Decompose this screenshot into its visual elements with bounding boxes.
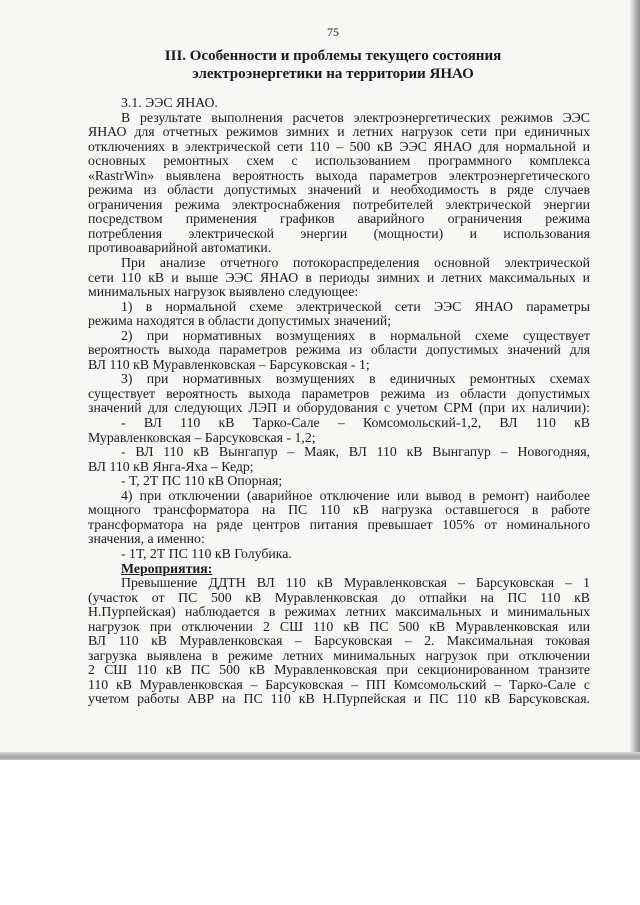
paragraph-line: - Т, 2Т ПС 110 кВ Опорная;: [121, 474, 283, 489]
paragraph-line: режима находятся в области допустимых значений;: [88, 314, 392, 329]
paragraph-line: Муравленковская – Барсуковская - 1,2;: [88, 430, 316, 445]
paragraph-line: - ВЛ 110 кВ Вынгапур – Маяк, ВЛ 110 кВ Вынгапур – Новогодняя,: [121, 445, 590, 460]
paragraph-line: 3) при нормативных возмущениях в единичных ремонтных схемах: [121, 372, 590, 387]
measures-heading: Мероприятия:: [121, 561, 213, 576]
document-body: [88, 96, 590, 707]
paragraph-line: Н.Пурпейская) наблюдается в режимах летних максимальных и минимальных: [88, 605, 590, 620]
paragraph-line: ЯНАО для отчетных режимов зимних и летних нагрузок сети при единичных: [88, 125, 590, 140]
paragraph-line: Превышение ДДТН ВЛ 110 кВ Муравленковская – Барсуковская – 1: [121, 576, 590, 591]
paragraph-line: мощного трансформатора на ПС 110 кВ нагрузка оставшегося в работе: [88, 503, 590, 518]
paragraph-line: - ВЛ 110 кВ Тарко-Сале – Комсомольский-1,2, ВЛ 110 кВ: [121, 416, 590, 431]
paragraph-line: - 1Т, 2Т ПС 110 кВ Голубика.: [121, 546, 292, 561]
paragraph-line: противоаварийной автоматики.: [88, 241, 272, 256]
paragraph-line: трансформатора на ряде центров питания превышает 105% от номинального: [88, 517, 590, 532]
page-number: 75: [327, 25, 339, 39]
list-item: [88, 329, 590, 373]
paragraph-line: посредством применения графиков аварийного ограничения режима: [88, 212, 590, 227]
section-heading: 3.1. ЭЭС ЯНАО.: [121, 96, 218, 110]
chapter-title-line: III. Особенности и проблемы текущего состояния: [164, 48, 502, 64]
list-item: [88, 489, 590, 547]
sub-list-item: [88, 445, 590, 474]
paragraph-line: ВЛ 110 кВ Муравленковская – Барсуковская – 2. Максимальная токовая: [88, 634, 590, 649]
list-item: [88, 372, 590, 416]
paragraph-line: основных ремонтных схем с использованием программного комплекса: [88, 154, 590, 169]
paragraph-line: ВЛ 110 кВ Муравленковская – Барсуковская - 1;: [88, 357, 370, 372]
paragraph-line: 2) при нормативных возмущениях в нормальной схеме существует: [121, 328, 590, 343]
chapter-title: [88, 48, 578, 83]
paragraph-line: вероятность выхода параметров режима из области допустимых значений для: [88, 343, 590, 358]
paragraph-line: загрузка выявлена в режиме летних минимальных нагрузок при отключении: [88, 648, 590, 663]
paragraph-line: режима из области допустимых значений и необходимость в ряде случаев: [88, 183, 590, 198]
list-item: [88, 300, 590, 329]
sub-list-item: [88, 474, 590, 489]
scan-edge-bottom: [0, 752, 640, 760]
paragraph-line: «RastrWin» выявлена вероятность выхода параметров электроэнергетического: [88, 168, 590, 183]
chapter-title-line: электроэнергетики на территории ЯНАО: [192, 65, 474, 82]
paragraph-line: ограничения режима электроснабжения потребителей электрической энергии: [88, 197, 590, 212]
paragraph-line: значения, а именно:: [88, 532, 205, 547]
paragraph-line: минимальных нагрузок выявлено следующее:: [88, 285, 359, 300]
paragraph-line: сети 110 кВ и выше ЭЭС ЯНАО в периоды зимних и летних максимальных и: [88, 270, 590, 285]
scan-edge-right: [630, 0, 640, 760]
paragraph-line: 1) в нормальной схеме электрической сети ЭЭС ЯНАО параметры: [121, 299, 590, 314]
paragraph: [88, 111, 590, 256]
paragraph-line: 110 кВ Муравленковская – Барсуковская – ПП Комсомольский – Тарко-Сале с: [88, 677, 590, 692]
paragraph-line: отключениях в электрической сети 110 – 500 кВ ЭЭС ЯНАО для нормальной и: [88, 139, 590, 154]
paragraph-line: существует вероятность выхода параметров режима из области допустимых: [88, 386, 590, 401]
paragraph-line: При анализе отчетного потокораспределения основной электрической: [121, 256, 590, 271]
paragraph-line: учетом работы АВР на ПС 110 кВ Н.Пурпейская и ПС 110 кВ Барсуковская.: [88, 692, 590, 707]
measures-paragraph: [88, 576, 590, 707]
paragraph-line: потребления электрической энергии (мощности) и использования: [88, 226, 590, 241]
sub-list-item: [88, 416, 590, 445]
paragraph-line: нагрузок при отключении 2 СШ 110 кВ ПС 500 кВ Муравленковская или: [88, 619, 590, 634]
paragraph-line: ВЛ 110 кВ Янга-Яха – Кедр;: [88, 459, 254, 474]
paragraph: [88, 256, 590, 300]
paragraph-line: 2 СШ 110 кВ ПС 500 кВ Муравленковская при секционированном транзите: [88, 663, 590, 678]
paragraph-line: значений для следующих ЛЭП и оборудования с учетом СРМ (при их наличии):: [88, 401, 590, 416]
measures-heading-row: [88, 562, 590, 577]
paragraph-line: В результате выполнения расчетов электроэнергетических режимов ЭЭС: [121, 110, 590, 125]
sub-list-item: [88, 547, 590, 562]
paragraph-line: (участок от ПС 500 кВ Муравленковская до отпайки на ПС 110 кВ: [88, 590, 590, 605]
paragraph-line: 4) при отключении (аварийное отключение или вывод в ремонт) наиболее: [121, 488, 590, 503]
